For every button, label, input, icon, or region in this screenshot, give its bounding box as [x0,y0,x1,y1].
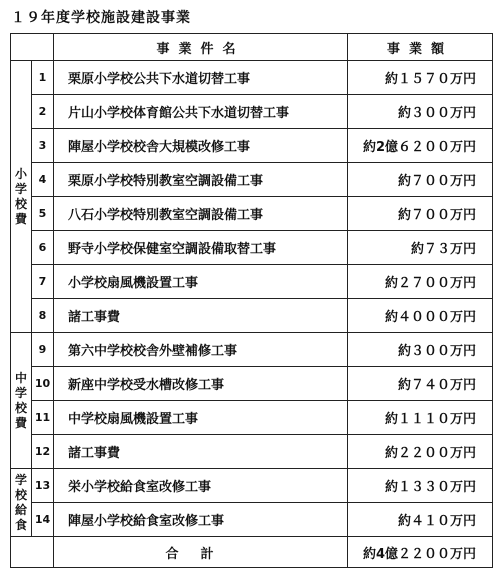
table-row [11,367,493,401]
table-row [11,503,493,537]
project-amount: 約２７００万円 [348,265,493,299]
category-label: 中学校費 [11,333,32,469]
table-row [11,333,493,367]
row-number: 4 [32,163,54,197]
table-row [11,163,493,197]
project-amount: 約１１１０万円 [348,401,493,435]
project-amount: 約３００万円 [348,95,493,129]
row-number: 9 [32,333,54,367]
project-name: 陣屋小学校給食室改修工事 [54,503,348,537]
row-number: 12 [32,435,54,469]
project-name: 陣屋小学校校舎大規模改修工事 [54,129,348,163]
table-row [11,61,493,95]
header-blank [11,34,54,61]
project-name: 諸工事費 [54,299,348,333]
row-number: 10 [32,367,54,401]
project-amount: 約７３万円 [348,231,493,265]
table-row [11,197,493,231]
row-number: 7 [32,265,54,299]
project-amount: 約７４０万円 [348,367,493,401]
row-number: 11 [32,401,54,435]
project-name: 小学校扇風機設置工事 [54,265,348,299]
total-label: 合計 [54,537,348,568]
row-number: 1 [32,61,54,95]
header-project-name: 事業件名 [54,34,348,61]
category-label: 小学校費 [11,61,32,333]
project-amount: 約１５７０万円 [348,61,493,95]
project-amount: 約７００万円 [348,197,493,231]
project-amount: 約２２００万円 [348,435,493,469]
project-name: 第六中学校校舎外壁補修工事 [54,333,348,367]
header-amount: 事業額 [348,34,493,61]
table-row [11,469,493,503]
project-amount: 約１３３０万円 [348,469,493,503]
table-row [11,435,493,469]
row-number: 13 [32,469,54,503]
project-amount: 約３００万円 [348,333,493,367]
table-body [11,61,493,537]
header-row [11,34,493,61]
project-amount: 約４０００万円 [348,299,493,333]
total-blank [11,537,54,568]
row-number: 14 [32,503,54,537]
project-amount: 約４１０万円 [348,503,493,537]
project-name: 片山小学校体育館公共下水道切替工事 [54,95,348,129]
project-amount: 約７００万円 [348,163,493,197]
row-number: 5 [32,197,54,231]
table-row [11,95,493,129]
project-name: 野寺小学校保健室空調設備取替工事 [54,231,348,265]
project-name: 栄小学校給食室改修工事 [54,469,348,503]
table-row [11,129,493,163]
table-row [11,401,493,435]
row-number: 2 [32,95,54,129]
project-name: 栗原小学校公共下水道切替工事 [54,61,348,95]
table-row [11,299,493,333]
row-number: 3 [32,129,54,163]
row-number: 8 [32,299,54,333]
total-amount: 約4億２２００万円 [348,537,493,568]
project-amount: 約2億６２００万円 [348,129,493,163]
category-label: 学校給食 [11,469,32,537]
table-row [11,265,493,299]
project-name: 栗原小学校特別教室空調設備工事 [54,163,348,197]
table-row [11,231,493,265]
row-number: 6 [32,231,54,265]
project-name: 新座中学校受水槽改修工事 [54,367,348,401]
project-table [10,33,493,568]
project-name: 中学校扇風機設置工事 [54,401,348,435]
total-row [11,537,493,568]
page-title: １９年度学校施設建設事業 [11,10,191,26]
project-name: 八石小学校特別教室空調設備工事 [54,197,348,231]
project-name: 諸工事費 [54,435,348,469]
